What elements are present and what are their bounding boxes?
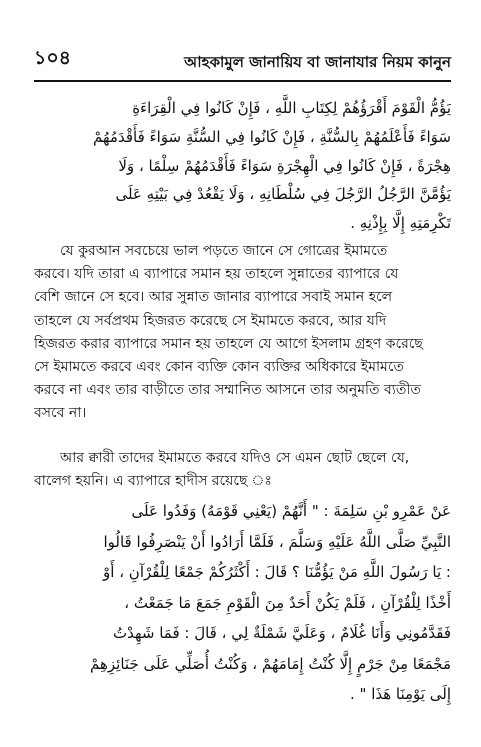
arabic-hadith-text-2 (34, 496, 451, 710)
page-number: ১০৪ (34, 47, 72, 69)
bengali-paragraph (34, 447, 451, 493)
arabic-line: فَقَدَّمُونِي وَأَنَا غُلَامٌ ، وَعَلَيَّ شَمْلَةٌ لِي ، قَالَ : فَمَا شَهِدْتُ (112, 624, 451, 642)
arabic-line: : يَا رَسُولَ اللَّهِ مَنْ يَؤُمُّنَا ؟ قَالَ : أَكْثَرُكُمْ جَمْعًا لِلْقُرْآنِ ، أَوْ (103, 563, 451, 581)
running-title: আহকামুল জানায়িয বা জানাযার নিয়ম কানুন (184, 53, 451, 71)
paragraph-line: বসবে না। (34, 405, 87, 422)
arabic-hadith-text-1 (34, 94, 451, 238)
arabic-line: عَنْ عَمْرِو بْنِ سَلِمَةَ : " أَنَّهُمْ (يَعْنِي قَوْمَهُ) وَفَدُوا عَلَى (131, 502, 451, 520)
paragraph-line: সে ইমামতে করবে এবং কোন ব্যক্তি কোন ব্যক্তির অধিকারে ইমামতে (34, 359, 404, 376)
paragraph-line: যে কুরআন সবচেয়ে ভাল পড়তে জানে সে গোত্রের ইমামতে (60, 243, 388, 259)
arabic-line: هِجْرَةً ، فَإِنْ كَانُوا فِي الْهِجْرَةِ سَوَاءً فَأَقْدَمُهُمْ سِلْمًا ، وَلَا (118, 156, 451, 175)
bengali-translation-paragraph (34, 240, 451, 426)
arabic-line: النَّبِيِّ صَلَّى اللَّهُ عَلَيْهِ وَسَلَّمَ ، فَلَمَّا أَرَادُوا أَنْ يَنْصَرِفُوا قَالُوا (103, 532, 451, 551)
paragraph-line: আর ক্বারী তাদের ইমামতে করবে যদিও সে এমন ছোট ছেলে যে, (60, 450, 410, 466)
arabic-line: سَوَاءً فَأَعْلَمُهُمْ بِالسُّنَّةِ ، فَإِنْ كَانُوا فِي السُّنَّةِ سَوَاءً فَأَقْدَمُهُمْ (93, 127, 451, 146)
header-rule (34, 80, 451, 82)
arabic-line: إِلَى يَوْمِنَا هَذَا " . (350, 685, 451, 703)
arabic-line: يَؤُمُّ الْقَوْمَ أَقْرَؤُهُمْ لِكِتَابِ اللَّهِ ، فَإِنْ كَانُوا فِي الْقِرَاءَةِ (132, 99, 451, 117)
paragraph-line: করবে না এবং তার বাড়ীতে তার সম্মানিত আসনে তার অনুমতি ব্যতীত (34, 382, 421, 399)
paragraph-line: বালেগ হয়নি। এ ব্যাপারে হাদীস রয়েছে ঃ (34, 473, 272, 490)
arabic-line: تَكْرِمَتِهِ إِلَّا بِإِذْنِهِ . (350, 214, 451, 233)
arabic-line: يَؤُمَّنَّ الرَّجُلُ الرَّجُلَ فِي سُلْطَانِهِ ، وَلَا يَقْعُدْ فِي بَيْتِهِ عَلَى (115, 185, 451, 204)
arabic-line: مَجْمَعًا مِنْ جَرْمٍ إِلَّا كُنْتُ إِمَامَهُمْ ، وَكُنْتُ أُصَلِّي عَلَى جَنَائِزِهِمْ (90, 654, 451, 673)
arabic-line: أَخْذًا لِلْقُرْآنِ ، فَلَمْ يَكُنْ أَحَدٌ مِنَ الْقَوْمِ جَمَعَ مَا جَمَعْتُ ، (124, 593, 451, 612)
paragraph-line: বেশি জানে সে হবে। আর সুন্নাত জানার ব্যাপারে সবাই সমান হলে (34, 289, 393, 306)
paragraph-line: তাহলে যে সর্বপ্রথম হিজরত করেছে সে ইমামতে করবে, আর যদি (34, 312, 387, 329)
paragraph-line: করবে। যদি তারা এ ব্যাপারে সমান হয় তাহলে সুন্নাতের ব্যাপারে যে (34, 266, 399, 283)
paragraph-line: হিজরত করার ব্যাপারে সমান হয় তাহলে যে আগে ইসলাম গ্রহণ করেছে (34, 335, 423, 352)
page-header (34, 47, 451, 82)
